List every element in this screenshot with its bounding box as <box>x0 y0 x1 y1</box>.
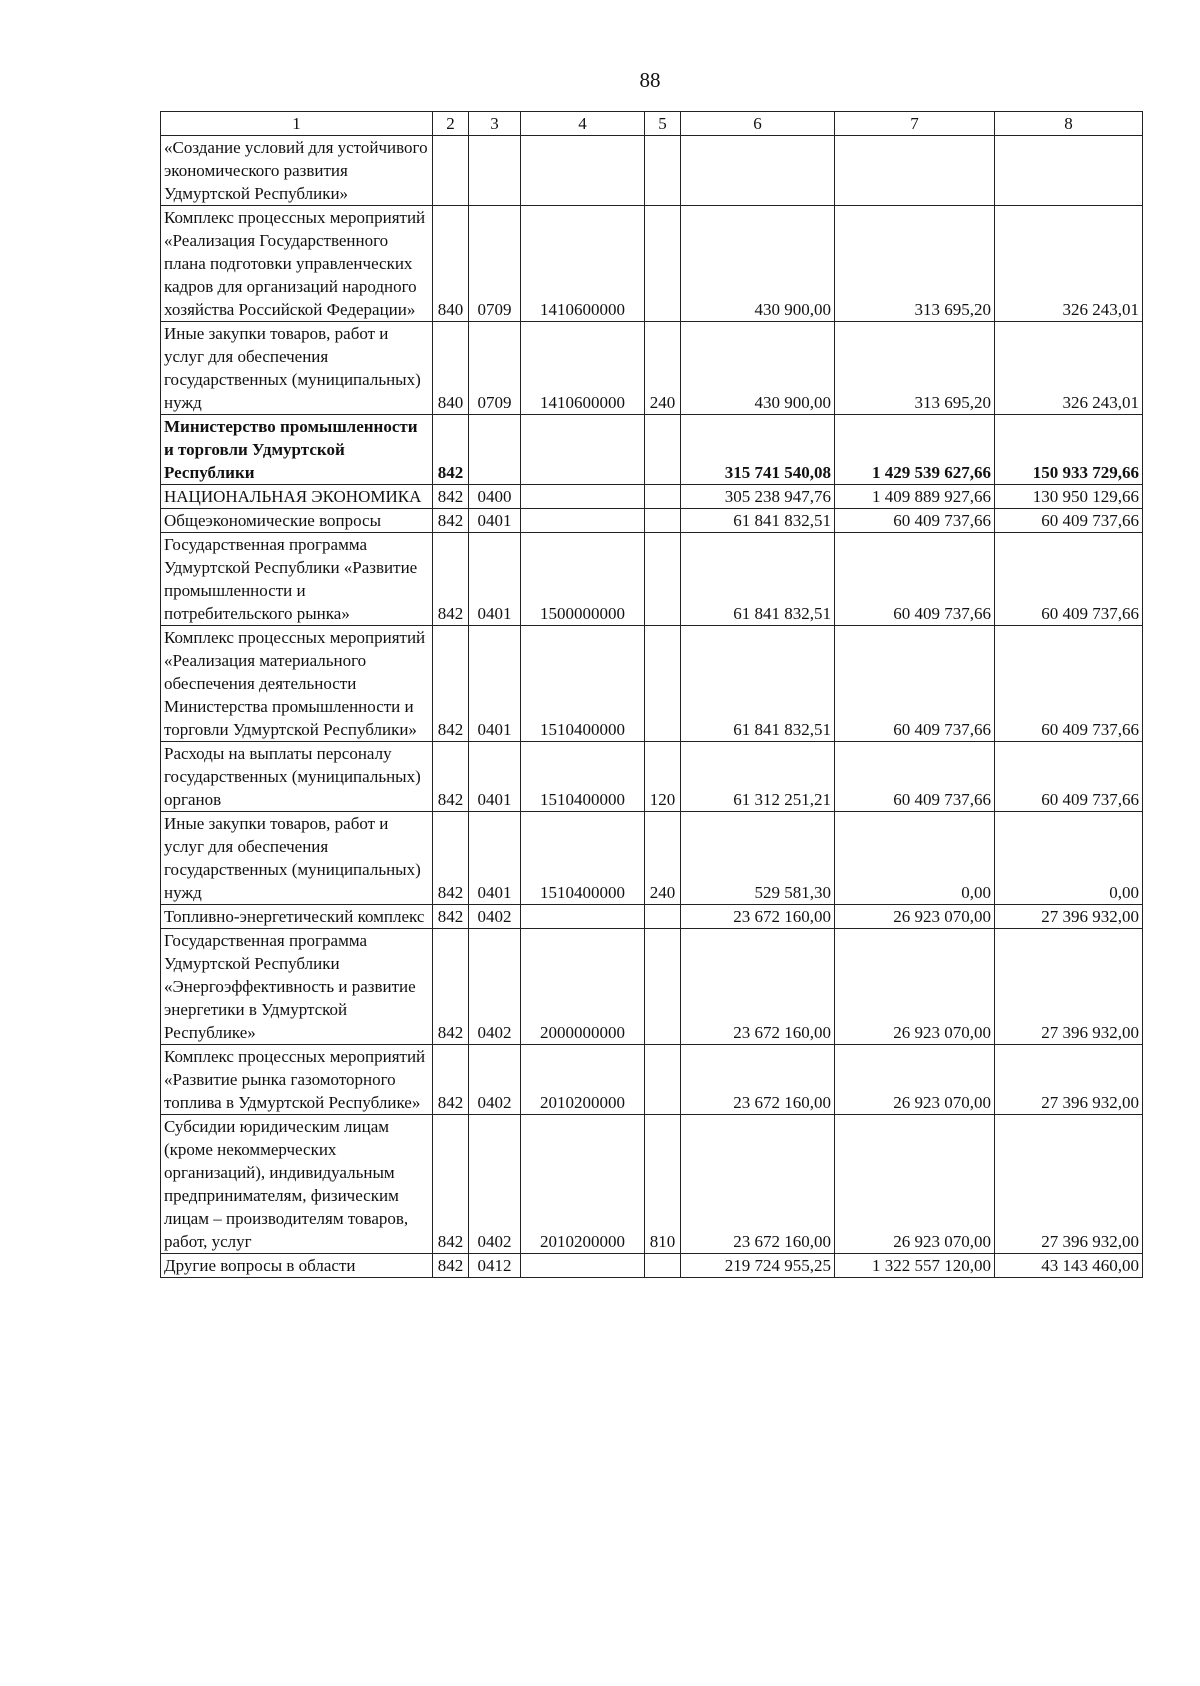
row-expense-type-code <box>645 533 681 626</box>
row-section-code: 0401 <box>469 812 521 905</box>
row-section-code: 0400 <box>469 485 521 509</box>
row-amount-col-8: 27 396 932,00 <box>995 1045 1143 1115</box>
row-ministry-code: 842 <box>433 1115 469 1254</box>
row-ministry-code <box>433 136 469 206</box>
row-section-code: 0412 <box>469 1254 521 1278</box>
row-section-code: 0709 <box>469 322 521 415</box>
row-amount-col-7: 1 429 539 627,66 <box>835 415 995 485</box>
row-amount-col-7: 60 409 737,66 <box>835 533 995 626</box>
row-expense-type-code <box>645 415 681 485</box>
row-name: Топливно-энергетический комплекс <box>161 905 433 929</box>
row-amount-col-7: 26 923 070,00 <box>835 905 995 929</box>
header-col-3: 3 <box>469 112 521 136</box>
row-target-code <box>521 415 645 485</box>
row-amount-col-6: 23 672 160,00 <box>681 1045 835 1115</box>
row-amount-col-7: 60 409 737,66 <box>835 626 995 742</box>
row-amount-col-8: 60 409 737,66 <box>995 509 1143 533</box>
row-amount-col-8: 326 243,01 <box>995 206 1143 322</box>
row-amount-col-7: 26 923 070,00 <box>835 1045 995 1115</box>
table-body <box>161 136 1143 1278</box>
row-section-code <box>469 415 521 485</box>
row-amount-col-8: 27 396 932,00 <box>995 929 1143 1045</box>
row-name: Иные закупки товаров, работ и услуг для обеспечения государственных (муниципальных) нужд <box>161 812 433 905</box>
row-ministry-code: 842 <box>433 812 469 905</box>
row-amount-col-7: 1 322 557 120,00 <box>835 1254 995 1278</box>
row-target-code <box>521 485 645 509</box>
row-expense-type-code <box>645 626 681 742</box>
row-ministry-code: 842 <box>433 905 469 929</box>
row-ministry-code: 842 <box>433 1254 469 1278</box>
row-amount-col-6: 23 672 160,00 <box>681 1115 835 1254</box>
row-section-code: 0401 <box>469 626 521 742</box>
row-ministry-code: 842 <box>433 485 469 509</box>
row-amount-col-6: 529 581,30 <box>681 812 835 905</box>
row-target-code: 1410600000 <box>521 206 645 322</box>
row-amount-col-6: 61 841 832,51 <box>681 509 835 533</box>
row-target-code: 2000000000 <box>521 929 645 1045</box>
table-row <box>161 136 1143 206</box>
row-amount-col-6: 315 741 540,08 <box>681 415 835 485</box>
row-ministry-code: 842 <box>433 533 469 626</box>
table-row <box>161 206 1143 322</box>
table-row <box>161 322 1143 415</box>
row-ministry-code: 840 <box>433 206 469 322</box>
table-row <box>161 626 1143 742</box>
row-amount-col-6: 61 841 832,51 <box>681 626 835 742</box>
table-row <box>161 1045 1143 1115</box>
table-row <box>161 1254 1143 1278</box>
row-amount-col-6: 430 900,00 <box>681 322 835 415</box>
row-expense-type-code <box>645 206 681 322</box>
row-amount-col-6: 61 312 251,21 <box>681 742 835 812</box>
row-amount-col-8: 326 243,01 <box>995 322 1143 415</box>
header-col-4: 4 <box>521 112 645 136</box>
table-row <box>161 905 1143 929</box>
row-amount-col-7: 0,00 <box>835 812 995 905</box>
row-target-code: 1410600000 <box>521 322 645 415</box>
header-col-6: 6 <box>681 112 835 136</box>
row-amount-col-6: 61 841 832,51 <box>681 533 835 626</box>
row-target-code <box>521 905 645 929</box>
table-row <box>161 509 1143 533</box>
row-section-code: 0402 <box>469 1115 521 1254</box>
row-amount-col-6: 23 672 160,00 <box>681 905 835 929</box>
row-name: Комплекс процессных мероприятий «Реализация материального обеспечения деятельности Министерства промышленности и торговли Удмуртской Республики» <box>161 626 433 742</box>
header-col-5: 5 <box>645 112 681 136</box>
row-amount-col-8: 60 409 737,66 <box>995 626 1143 742</box>
row-amount-col-8: 60 409 737,66 <box>995 533 1143 626</box>
row-amount-col-6 <box>681 136 835 206</box>
table-row <box>161 415 1143 485</box>
table-row <box>161 533 1143 626</box>
row-name: «Создание условий для устойчивого экономического развития Удмуртской Республики» <box>161 136 433 206</box>
row-target-code: 2010200000 <box>521 1045 645 1115</box>
row-section-code: 0709 <box>469 206 521 322</box>
row-amount-col-8: 130 950 129,66 <box>995 485 1143 509</box>
row-amount-col-8: 150 933 729,66 <box>995 415 1143 485</box>
row-section-code: 0401 <box>469 742 521 812</box>
row-expense-type-code <box>645 1045 681 1115</box>
row-amount-col-7: 60 409 737,66 <box>835 742 995 812</box>
row-ministry-code: 842 <box>433 1045 469 1115</box>
row-name: Другие вопросы в области <box>161 1254 433 1278</box>
row-amount-col-8: 27 396 932,00 <box>995 1115 1143 1254</box>
row-name: НАЦИОНАЛЬНАЯ ЭКОНОМИКА <box>161 485 433 509</box>
row-target-code <box>521 509 645 533</box>
row-expense-type-code <box>645 485 681 509</box>
header-col-1: 1 <box>161 112 433 136</box>
row-section-code: 0401 <box>469 509 521 533</box>
row-target-code <box>521 1254 645 1278</box>
row-name: Комплекс процессных мероприятий «Развитие рынка газомоторного топлива в Удмуртской Республике» <box>161 1045 433 1115</box>
row-amount-col-7: 313 695,20 <box>835 206 995 322</box>
row-ministry-code: 842 <box>433 509 469 533</box>
row-expense-type-code <box>645 905 681 929</box>
row-target-code: 1510400000 <box>521 812 645 905</box>
table-row <box>161 1115 1143 1254</box>
row-section-code: 0402 <box>469 1045 521 1115</box>
row-amount-col-8: 0,00 <box>995 812 1143 905</box>
table-row <box>161 812 1143 905</box>
table-row <box>161 742 1143 812</box>
row-expense-type-code: 810 <box>645 1115 681 1254</box>
table-row <box>161 485 1143 509</box>
row-amount-col-8: 60 409 737,66 <box>995 742 1143 812</box>
row-ministry-code: 840 <box>433 322 469 415</box>
row-expense-type-code: 120 <box>645 742 681 812</box>
row-section-code: 0402 <box>469 929 521 1045</box>
row-target-code <box>521 136 645 206</box>
row-amount-col-7: 26 923 070,00 <box>835 929 995 1045</box>
row-section-code: 0402 <box>469 905 521 929</box>
row-amount-col-7 <box>835 136 995 206</box>
row-expense-type-code: 240 <box>645 812 681 905</box>
table-header-row <box>161 112 1143 136</box>
row-expense-type-code <box>645 1254 681 1278</box>
row-name: Субсидии юридическим лицам (кроме некоммерческих организаций), индивидуальным предпринимателям, физическим лицам – производителям товаров, работ, услуг <box>161 1115 433 1254</box>
row-target-code: 1500000000 <box>521 533 645 626</box>
header-col-7: 7 <box>835 112 995 136</box>
row-expense-type-code <box>645 136 681 206</box>
row-name: Государственная программа Удмуртской Республики «Развитие промышленности и потребительского рынка» <box>161 533 433 626</box>
row-name: Иные закупки товаров, работ и услуг для обеспечения государственных (муниципальных) нужд <box>161 322 433 415</box>
row-target-code: 1510400000 <box>521 626 645 742</box>
row-amount-col-7: 1 409 889 927,66 <box>835 485 995 509</box>
row-amount-col-8: 27 396 932,00 <box>995 905 1143 929</box>
row-ministry-code: 842 <box>433 929 469 1045</box>
row-name: Государственная программа Удмуртской Республики «Энергоэффективность и развитие энергетики в Удмуртской Республике» <box>161 929 433 1045</box>
budget-table <box>160 111 1143 1278</box>
row-section-code <box>469 136 521 206</box>
row-expense-type-code: 240 <box>645 322 681 415</box>
row-amount-col-6: 23 672 160,00 <box>681 929 835 1045</box>
row-ministry-code: 842 <box>433 415 469 485</box>
page-number: 88 <box>639 68 661 92</box>
header-col-8: 8 <box>995 112 1143 136</box>
row-amount-col-7: 60 409 737,66 <box>835 509 995 533</box>
row-name: Общеэкономические вопросы <box>161 509 433 533</box>
table-row <box>161 929 1143 1045</box>
row-section-code: 0401 <box>469 533 521 626</box>
row-amount-col-6: 430 900,00 <box>681 206 835 322</box>
row-amount-col-8: 43 143 460,00 <box>995 1254 1143 1278</box>
row-target-code: 1510400000 <box>521 742 645 812</box>
row-name: Комплекс процессных мероприятий «Реализация Государственного плана подготовки управленческих кадров для организаций народного хозяйства Российской Федерации» <box>161 206 433 322</box>
row-expense-type-code <box>645 929 681 1045</box>
header-col-2: 2 <box>433 112 469 136</box>
row-expense-type-code <box>645 509 681 533</box>
row-amount-col-7: 26 923 070,00 <box>835 1115 995 1254</box>
row-amount-col-7: 313 695,20 <box>835 322 995 415</box>
row-name: Расходы на выплаты персоналу государственных (муниципальных) органов <box>161 742 433 812</box>
row-amount-col-6: 305 238 947,76 <box>681 485 835 509</box>
row-amount-col-6: 219 724 955,25 <box>681 1254 835 1278</box>
row-name: Министерство промышленности и торговли Удмуртской Республики <box>161 415 433 485</box>
row-ministry-code: 842 <box>433 626 469 742</box>
row-amount-col-8 <box>995 136 1143 206</box>
row-ministry-code: 842 <box>433 742 469 812</box>
row-target-code: 2010200000 <box>521 1115 645 1254</box>
